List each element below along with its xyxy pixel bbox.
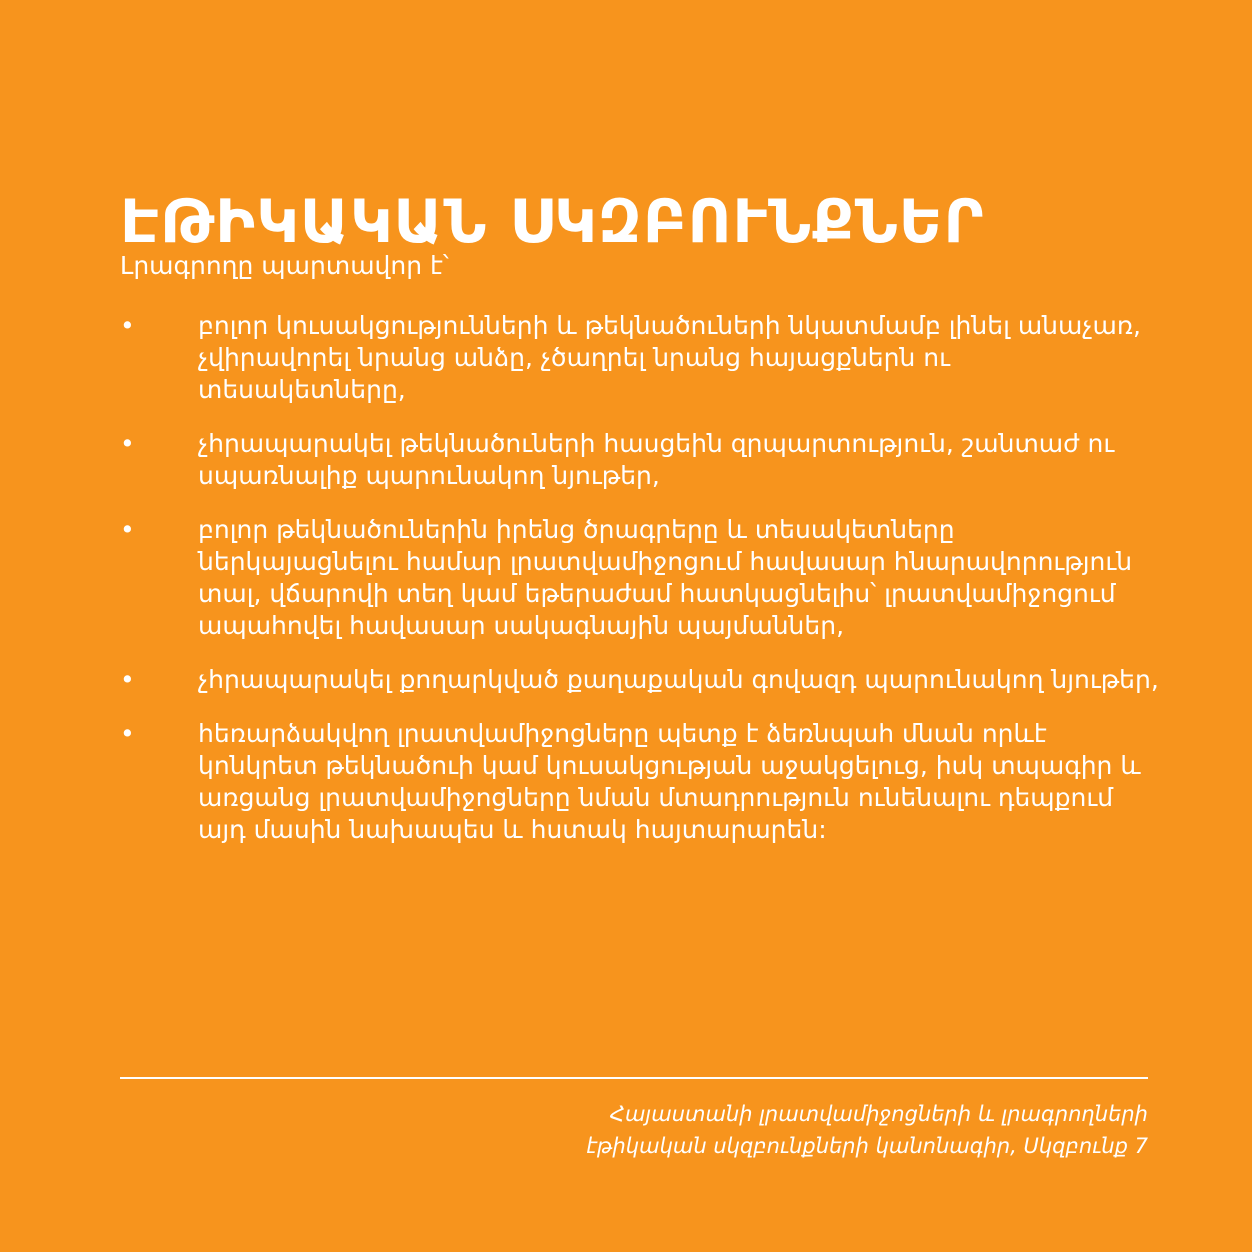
bullet-icon: • <box>120 429 135 458</box>
list-item <box>120 664 1160 696</box>
principles-card <box>120 0 1159 1252</box>
bullet-icon: • <box>120 311 135 340</box>
list-item <box>120 310 1160 406</box>
list-item-text: չհրապարակել քողարկված քաղաքական գովազդ պարունակող նյութեր, <box>198 665 1159 694</box>
list-item <box>120 428 1160 492</box>
bullet-icon: • <box>120 719 135 748</box>
list-item-text: բոլոր կուսակցությունների և թեկնածուների նկատմամբ լինել անաչառ, չվիրավորել նրանց անձը, չծաղրել նրանց հայացքներն ու տեսակետները, <box>198 311 1141 404</box>
list-item <box>120 514 1160 642</box>
source-line-2: էթիկական սկզբունքների կանոնագիր, Սկզբունք 7 <box>586 1134 1148 1158</box>
source-citation <box>248 1098 1148 1162</box>
list-item <box>120 718 1160 846</box>
source-line-1: Հայաստանի լրատվամիջոցների և լրագրողների <box>609 1102 1148 1126</box>
intro-text: Լրագրողը պարտավոր է՝ <box>120 251 449 280</box>
divider-line <box>120 1077 1148 1079</box>
bullet-icon: • <box>120 515 135 544</box>
list-item-text: հեռարձակվող լրատվամիջոցները պետք է ձեռնպահ մնան որևէ կոնկրետ թեկնածուի կամ կուսակցության աջակցելուց, իսկ տպագիր և առցանց լրատվամիջոցները նման մտադրություն ունենալու դեպքում այդ մասին նախապես և հստակ հայտարարեն: <box>198 719 1141 844</box>
page-title: ԷԹԻԿԱԿԱՆ ՍԿԶԲՈՒՆՔՆԵՐ <box>120 187 985 258</box>
bullet-icon: • <box>120 665 135 694</box>
list-item-text: բոլոր թեկնածուներին իրենց ծրագրերը և տեսակետները ներկայացնելու համար լրատվամիջոցում հավասար հնարավորություն տալ, վճարովի տեղ կամ եթերաժամ հատկացնելիս՝ լրատվամիջոցում ապահովել հավասար սակագնային պայմաններ, <box>198 515 1133 640</box>
list-item-text: չհրապարակել թեկնածուների հասցեին զրպարտություն, շանտաժ ու սպառնալիք պարունակող նյութեր, <box>198 429 1115 490</box>
principles-list <box>120 310 1160 868</box>
